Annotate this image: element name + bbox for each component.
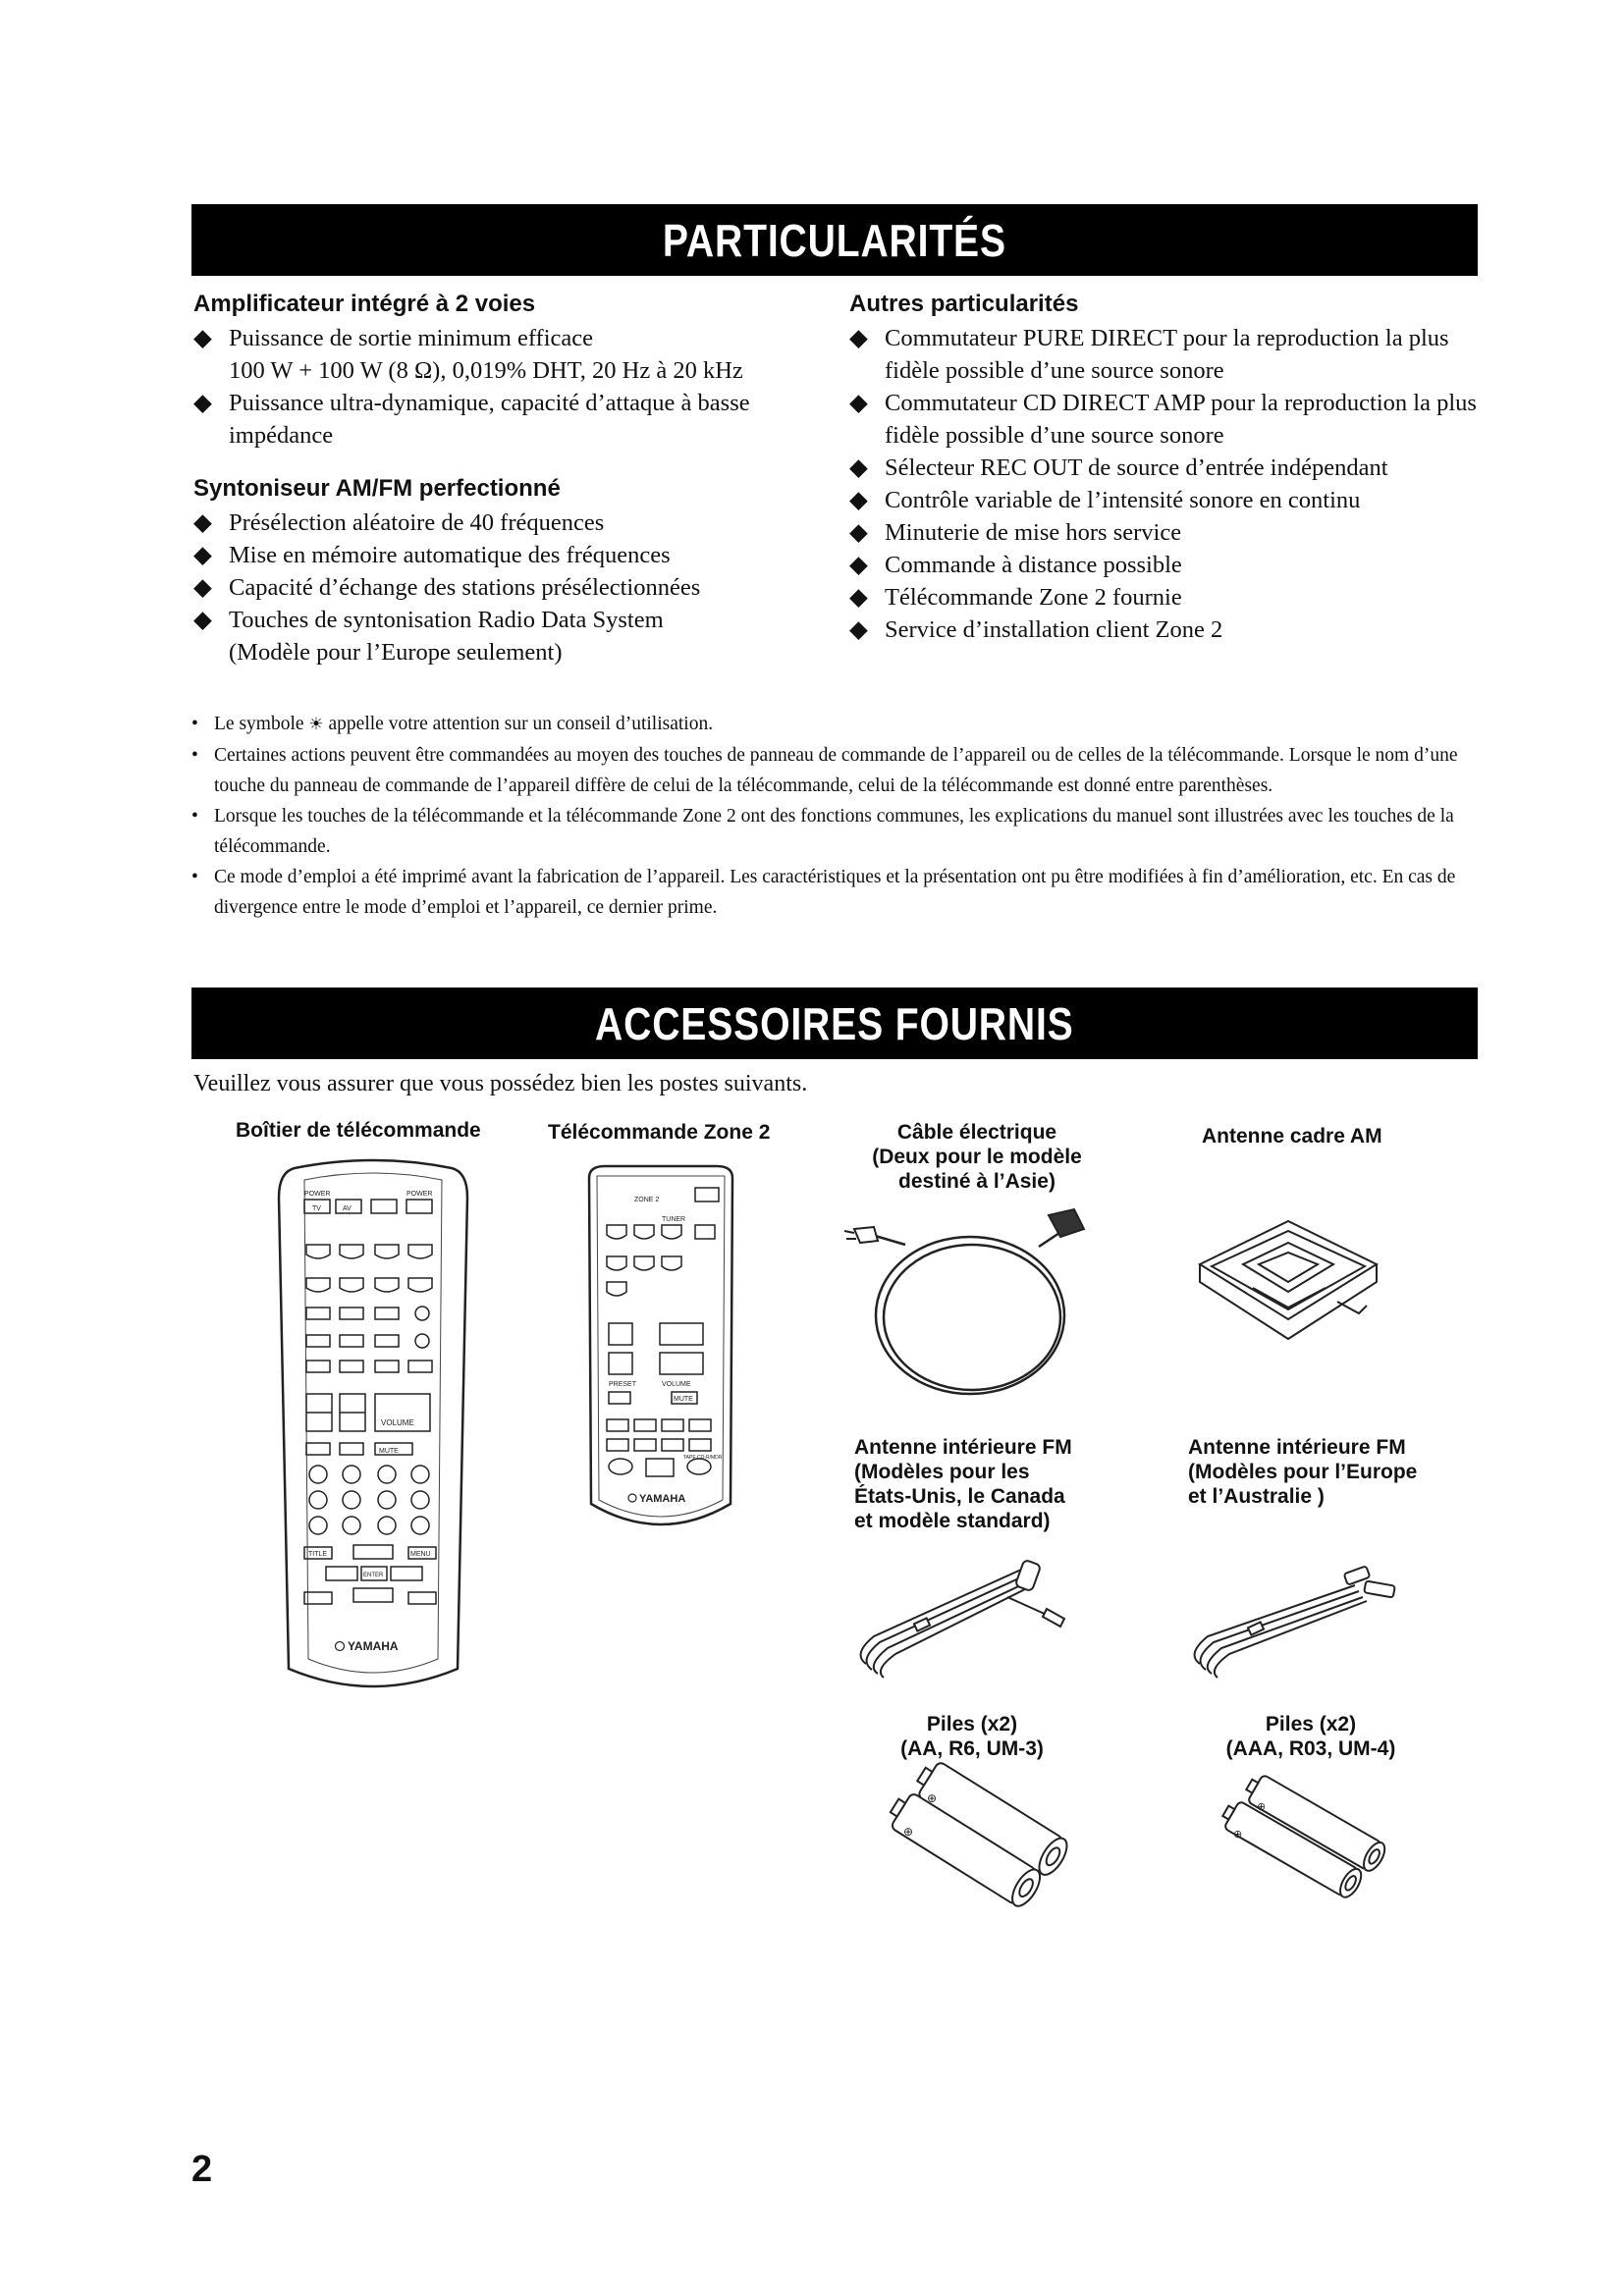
remote-mute-label: MUTE — [379, 1448, 399, 1455]
diamond-icon: ◆ — [849, 325, 868, 351]
am-antenna-illustration — [1190, 1203, 1386, 1351]
zone2-tape-label: TAPE CD-R/MDR — [683, 1455, 723, 1461]
label-batteries-aa: Piles (x2) (AA, R6, UM-3) — [900, 1713, 1044, 1760]
section-title-particularites: PARTICULARITÉS — [191, 204, 1478, 276]
feature-item: ◆ Capacité d’échange des stations présélectionnées — [193, 571, 822, 604]
zone2-mute-label: MUTE — [674, 1396, 693, 1403]
feature-item: ◆ Sélecteur REC OUT de source d’entrée indépendant — [849, 452, 1478, 484]
note-item: • Le symbole ☀ appelle votre attention sur un conseil d’utilisation. — [191, 714, 714, 734]
tip-icon: ☀ — [308, 715, 324, 734]
accessories-intro: Veuillez vous assurer que vous possédez bien les postes suivants. — [193, 1071, 808, 1096]
diamond-icon: ◆ — [193, 390, 212, 416]
batteries-aaa-illustration — [1218, 1789, 1394, 1906]
feature-item: ◆ Commande à distance possible — [849, 549, 1478, 581]
plus-icon: ⊕ — [903, 1825, 914, 1839]
notes-list — [191, 709, 1478, 923]
diamond-icon: ◆ — [849, 454, 868, 481]
remote-enter-label: ENTER — [363, 1573, 384, 1578]
feature-item: ◆ Puissance ultra-dynamique, capacité d’attaque à basse impédance — [193, 387, 822, 452]
plus-icon: ⊕ — [1257, 1800, 1267, 1813]
remote-volume-label: VOLUME — [381, 1418, 414, 1427]
zone2-preset-label: PRESET — [609, 1381, 637, 1388]
feature-item: ◆ Puissance de sortie minimum efficace — [193, 322, 822, 354]
label-remote: Boîtier de télécommande — [236, 1119, 481, 1142]
feature-item: ◆ Service d’installation client Zone 2 — [849, 614, 1478, 646]
feature-item: ◆ Mise en mémoire automatique des fréquences — [193, 539, 822, 571]
remote-av-label: AV — [343, 1205, 352, 1212]
label-batteries-aaa: Piles (x2) (AAA, R03, UM-4) — [1225, 1713, 1396, 1760]
label-fm-antenna-us: Antenne intérieure FM (Modèles pour les États-Unis, le Canada et modèle standard) — [854, 1436, 1072, 1532]
feature-item: ◆ Télécommande Zone 2 fournie — [849, 581, 1478, 614]
plus-icon: ⊕ — [1233, 1828, 1243, 1841]
plus-icon: ⊕ — [927, 1791, 938, 1805]
fm-antenna-eu-illustration — [1188, 1556, 1414, 1683]
batteries-aa-illustration — [886, 1779, 1072, 1911]
feature-subline: (Modèle pour l’Europe seulement) — [229, 639, 563, 666]
heading-other-features: Autres particularités — [849, 291, 1079, 317]
label-am-antenna: Antenne cadre AM — [1202, 1125, 1382, 1148]
note-item: • Certaines actions peuvent être commandées au moyen des touches de panneau de commande de l’appareil ou de celles de la télécommande. Lorsque le nom d’une touche du panneau de commande de l’appareil diffère de celui de la télécommande, celui de la télécommande est donné entre parenthèses. — [191, 745, 1458, 796]
remote-power-label-2: POWER — [406, 1191, 433, 1198]
feature-item: ◆ Commutateur PURE DIRECT pour la reproduction la plus fidèle possible d’une source sonore — [849, 322, 1478, 387]
feature-item: ◆ Minuterie de mise hors service — [849, 516, 1478, 549]
remote-brand: YAMAHA — [348, 1639, 399, 1653]
feature-item: ◆ Présélection aléatoire de 40 fréquences — [193, 507, 822, 539]
heading-tuner: Syntoniseur AM/FM perfectionné — [193, 475, 561, 502]
section-title-accessoires: ACCESSOIRES FOURNIS — [191, 988, 1478, 1059]
diamond-icon: ◆ — [193, 542, 212, 568]
diamond-icon: ◆ — [193, 607, 212, 633]
remote-title-label: TITLE — [308, 1551, 328, 1558]
zone2-volume-label: VOLUME — [662, 1381, 691, 1388]
feature-subline: 100 W + 100 W (8 Ω), 0,019% DHT, 20 Hz à 20 kHz — [229, 357, 743, 384]
diamond-icon: ◆ — [193, 509, 212, 536]
zone2-label: ZONE 2 — [634, 1197, 660, 1203]
label-zone2-remote: Télécommande Zone 2 — [548, 1121, 771, 1144]
fm-antenna-us-illustration — [854, 1556, 1080, 1683]
remote-menu-label: MENU — [410, 1551, 431, 1558]
remote-control-illustration — [265, 1158, 481, 1708]
zone2-remote-illustration — [577, 1160, 744, 1553]
zone2-brand: YAMAHA — [639, 1493, 686, 1505]
diamond-icon: ◆ — [193, 574, 212, 601]
label-fm-antenna-eu: Antenne intérieure FM (Modèles pour l’Europe et l’Australie ) — [1188, 1436, 1418, 1508]
note-item: • Lorsque les touches de la télécommande et la télécommande Zone 2 ont des fonctions communes, les explications du manuel sont illustrées avec les touches de la télécommande. — [191, 806, 1454, 857]
label-power-cable: Câble électrique (Deux pour le modèle destiné à l’Asie) — [872, 1121, 1082, 1193]
heading-amplifier: Amplificateur intégré à 2 voies — [193, 291, 536, 317]
features-left-column — [193, 291, 822, 668]
diamond-icon: ◆ — [849, 487, 868, 513]
remote-power-label: POWER — [304, 1191, 331, 1198]
feature-item: ◆ Commutateur CD DIRECT AMP pour la reproduction la plus fidèle possible d’une source sonore — [849, 387, 1478, 452]
page-number: 2 — [191, 2149, 213, 2190]
diamond-icon: ◆ — [849, 616, 868, 643]
features-right-column — [849, 291, 1478, 646]
diamond-icon: ◆ — [193, 325, 212, 351]
diamond-icon: ◆ — [849, 552, 868, 578]
zone2-tuner-label: TUNER — [662, 1216, 686, 1223]
power-cable-illustration — [852, 1207, 1088, 1404]
diamond-icon: ◆ — [849, 390, 868, 416]
diamond-icon: ◆ — [849, 519, 868, 546]
note-item: • Ce mode d’emploi a été imprimé avant la fabrication de l’appareil. Les caractéristiques et la présentation ont pu être modifiées à fin d’amélioration, etc. En cas de divergence entre le mode d’emploi et l’appareil, ce dernier prime. — [191, 867, 1456, 918]
feature-item: ◆ Contrôle variable de l’intensité sonore en continu — [849, 484, 1478, 516]
remote-tv-label: TV — [312, 1205, 321, 1212]
diamond-icon: ◆ — [849, 584, 868, 611]
feature-item: ◆ Touches de syntonisation Radio Data System — [193, 604, 822, 636]
